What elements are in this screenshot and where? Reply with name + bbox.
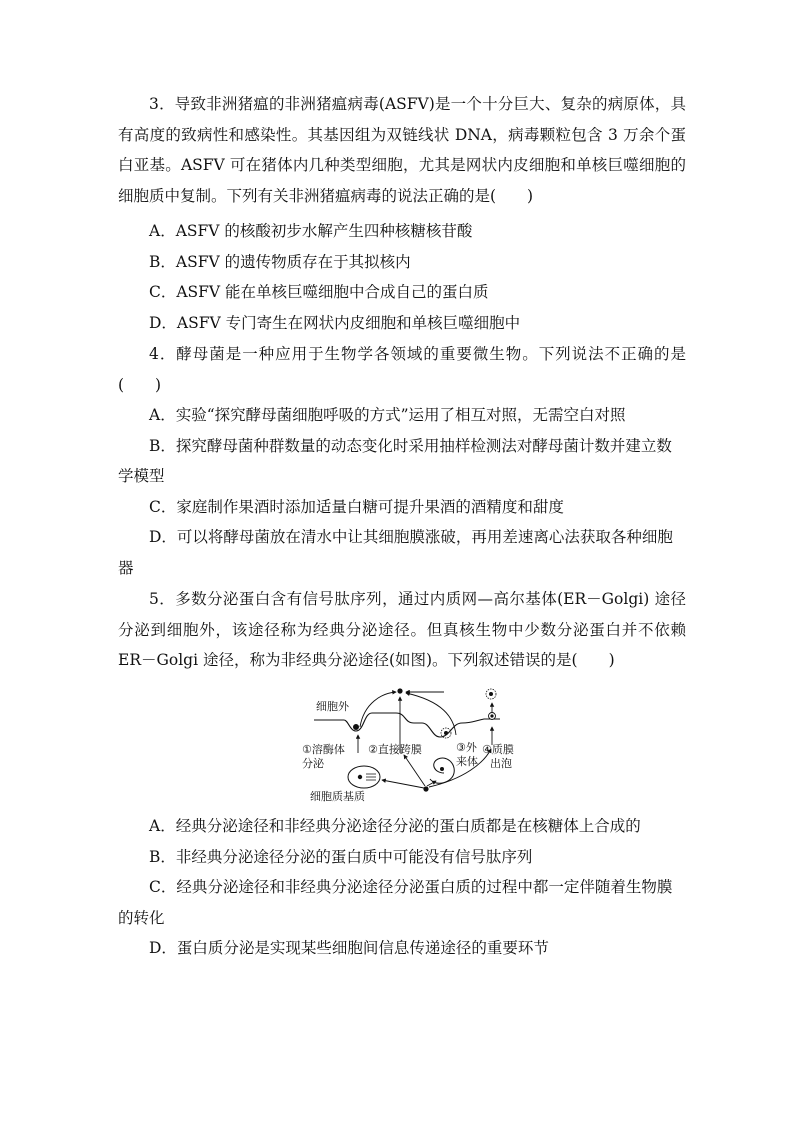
secretion-pathway-diagram	[294, 683, 518, 803]
question-4-text: 4．酵母菌是一种应用于生物学各领域的重要微生物。下列说法不正确的是( )	[118, 345, 686, 394]
label-path3-line2: 来体	[456, 755, 478, 768]
q5-option-c[interactable]: C．经典分泌途径和非经典分泌途径分泌蛋白质的过程中都一定伴随着生物膜的转化	[118, 878, 673, 927]
cytoplasmic-protein	[423, 786, 428, 791]
question-5-text: 5．多数分泌蛋白含有信号肽序列，通过内质网—高尔基体(ER－Golgi) 途径分泌到细胞外，该途径称为经典分泌途径。但真核生物中少数分泌蛋白并不依赖 ER－Golgi 途径，称为非经典分泌途径(如图)。下列叙述错误的是( )	[118, 590, 686, 669]
q5-option-d[interactable]: D．蛋白质分泌是实现某些细胞间信息传递途径的重要环节	[149, 939, 549, 957]
label-path4-line1: ④质膜	[482, 743, 514, 756]
cell-membrane	[314, 713, 500, 737]
question-4-options	[118, 400, 686, 583]
q3-option-d[interactable]: D．ASFV 专门寄生在网状内皮细胞和单核巨噬细胞中	[149, 313, 521, 332]
q4-option-b[interactable]: B．探究酵母菌种群数量的动态变化时采用抽样检测法对酵母菌计数并建立数学模型	[118, 436, 672, 485]
label-path4-line2: 出泡	[490, 757, 512, 770]
label-path2: ②直接跨膜	[368, 743, 422, 756]
question-3-text: 3．导致非洲猪瘟的非洲猪瘟病毒(ASFV)是一个十分巨大、复杂的病原体，具有高度的致病性和感染性。其基因组为双链线状 DNA，病毒颗粒包含 3 万余个蛋白亚基。ASFV 可在猪体内几种类型细胞，尤其是网状内皮细胞和单核巨噬细胞的细胞质中复制。下列有关非洲猪瘟病毒的说法正确的是( )	[118, 95, 686, 205]
label-path1-line2: 分泌	[302, 757, 324, 770]
question-5-options	[118, 811, 686, 964]
label-path1-line1: ①溶酶体	[302, 743, 345, 756]
q3-option-c[interactable]: C．ASFV 能在单核巨噬细胞中合成自己的蛋白质	[149, 283, 489, 301]
label-outside: 细胞外	[316, 700, 349, 713]
q4-option-c[interactable]: C．家庭制作果酒时添加适量白糖可提升果酒的酒精度和甜度	[149, 497, 564, 516]
q4-option-d[interactable]: D．可以将酵母菌放在清水中让其细胞膜涨破，再用差速离心法获取各种细胞器	[118, 528, 673, 577]
q5-option-b[interactable]: B．非经典分泌途径分泌的蛋白质中可能没有信号肽序列	[149, 847, 533, 866]
question-4-stem	[118, 339, 686, 400]
q4-option-a[interactable]: A．实验“探究酵母菌细胞呼吸的方式”运用了相互对照，无需空白对照	[149, 406, 626, 424]
question-5-stem	[118, 584, 686, 676]
label-cytoplasm: 细胞质基质	[310, 790, 365, 803]
q3-option-a[interactable]: A．ASFV 的核酸初步水解产生四种核糖核苷酸	[149, 222, 473, 240]
q3-option-b[interactable]: B．ASFV 的遗传物质存在于其拟核内	[149, 252, 411, 271]
q5-option-a[interactable]: A．经典分泌途径和非经典分泌途径分泌的蛋白质都是在核糖体上合成的	[149, 817, 641, 835]
question-3-stem	[118, 89, 686, 211]
question-3-options	[118, 216, 686, 338]
released-protein	[397, 688, 402, 693]
label-path3-line1: ③外	[456, 741, 477, 754]
